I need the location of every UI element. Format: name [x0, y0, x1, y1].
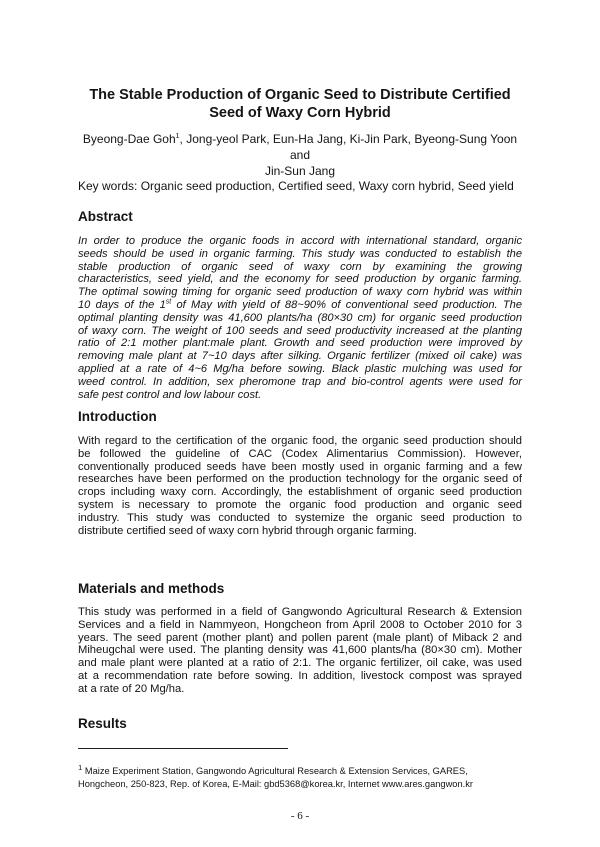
- footnote: [78, 761, 528, 791]
- text-line: industry. This study was conducted to systemize the organic seed production to: [78, 511, 522, 524]
- introduction-body: [78, 435, 522, 537]
- title-line: Seed of Waxy Corn Hybrid: [209, 105, 391, 121]
- text-fragment: 10 days of the 1: [78, 298, 166, 311]
- section-heading-abstract: Abstract: [78, 209, 133, 224]
- text-line: Miheugchal were used. The planting density was 41,600 plants/ha (80×30 cm). Mother: [78, 644, 522, 657]
- author-line: [78, 131, 522, 163]
- text-line: Services and a field in Nammyeon, Hongcheon from April 2008 to October 2010 for 3: [78, 618, 522, 631]
- text-line: safe pest control and low labour cost.: [78, 388, 262, 401]
- text-line: distribute certified seed of waxy corn hybrid through organic farming.: [78, 524, 417, 537]
- coauthors: , Jong-yeol Park, Eun-Ha Jang, Ki-Jin Park, Byeong-Sung Yoon and: [179, 132, 518, 162]
- affiliation-mark: 1: [175, 133, 180, 140]
- section-heading-introduction: Introduction: [78, 409, 157, 424]
- text-line: applied at a rate of 4~6 Mg/ha before sowing. Black plastic mulching was used for: [78, 362, 522, 375]
- text-line: of waxy corn. The weight of 100 seeds and seed productivity increased at the planting: [78, 324, 522, 337]
- text-line: conventionally produced seeds have been mostly used in organic farming and a few: [78, 460, 522, 473]
- paper-title: [78, 86, 522, 122]
- keywords: Key words: Organic seed production, Certified seed, Waxy corn hybrid, Seed yield: [78, 179, 514, 193]
- footnote-mark: 1: [78, 763, 83, 772]
- materials-body: [78, 606, 522, 696]
- text-line: years. The seed parent (mother plant) and pollen parent (male plant) of Miback 2 and: [78, 631, 522, 644]
- text-line: weed control. In addition, sex pheromone trap and bio-control agents were used for: [78, 375, 522, 388]
- title-line: The Stable Production of Organic Seed to Distribute Certified: [89, 87, 511, 103]
- text-line: be followed the guideline of CAC (Codex Alimentarius Commission). However,: [78, 447, 522, 460]
- text-line: With regard to the certification of the organic food, the organic seed production should: [78, 435, 522, 447]
- text-line: stable production of organic seed of waxy corn by examining the growing: [78, 260, 522, 273]
- section-heading-results: Results: [78, 716, 127, 731]
- text-line: system is necessary to promote the organic food production and organic seed: [78, 498, 522, 511]
- first-author: Byeong-Dae Goh: [82, 132, 176, 146]
- text-line: seeds should be used in organic farming. This study was conducted to establish the: [78, 247, 522, 260]
- text-line: at a rate of 20 Mg/ha.: [78, 682, 185, 695]
- text-line: removing male plant at 7~10 days after silking. Organic fertilizer (mixed oil cake) was: [78, 350, 522, 363]
- abstract-body: [78, 235, 522, 401]
- text-line: at a recommendation rate before sowing. In addition, livestock compost was sprayed: [78, 669, 522, 682]
- author-line: Jin-Sun Jang: [264, 164, 336, 178]
- text-line: characteristics, seed yield, and the economy for seed production by organic farming.: [78, 273, 522, 286]
- text-line: [78, 299, 522, 312]
- footnote-line: Hongcheon, 250-823, Rep. of Korea, E-Mail: gbd5368@korea.kr, Internet www.ares.gangwon.kr: [78, 779, 473, 790]
- text-line: This study was performed in a field of Gangwondo Agricultural Research & Extension: [78, 606, 522, 618]
- footnote-divider: [78, 748, 288, 749]
- text-fragment: of May with yield of 88~90% of conventional seed production. The: [171, 298, 522, 311]
- text-fragment: Maize Experiment Station, Gangwondo Agricultural Research & Extension Services, GARES,: [82, 766, 468, 777]
- text-line: and male plant were planted at a ratio of 2:1. The organic fertilizer, oil cake, was used: [78, 657, 522, 670]
- text-line: researches have been performed on the production technology for the organic seed of: [78, 473, 522, 486]
- text-line: crops including waxy corn. Accordingly, the establishment of organic seed production: [78, 486, 522, 499]
- text-line: In order to produce the organic foods in accord with international standard, organic: [78, 235, 522, 247]
- author-list: [78, 131, 522, 179]
- section-heading-materials: Materials and methods: [78, 581, 225, 596]
- text-line: optimal planting density was 41,600 plants/ha (80×30 cm) for organic seed production: [78, 311, 522, 324]
- text-line: ratio of 2:1 mother plant:male plant. Growth and seed production were improved by: [78, 337, 522, 350]
- ordinal-suffix: st: [165, 298, 172, 306]
- text-line: The optimal sowing timing for organic seed production of waxy corn hybrid was within: [78, 286, 522, 299]
- page-number: - 6 -: [290, 810, 310, 822]
- footnote-line: [78, 761, 528, 778]
